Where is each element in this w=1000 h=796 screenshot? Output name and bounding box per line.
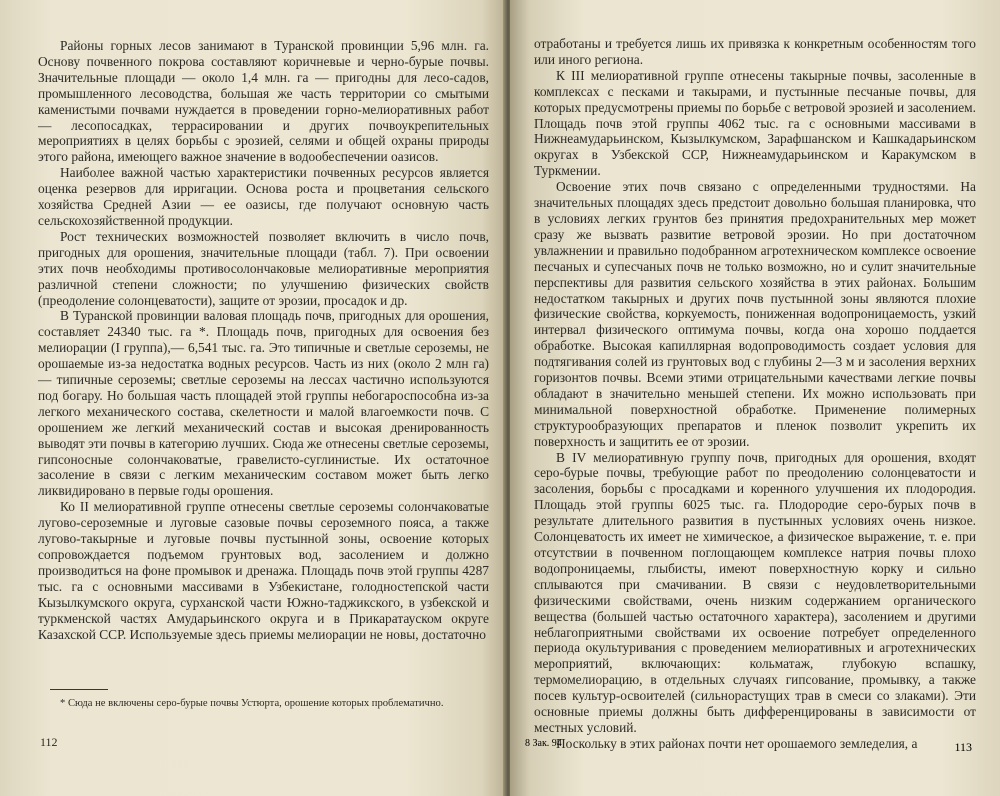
paragraph: К III мелиоративной группе отнесены такырные почвы, засоленные в комплексах с песками и такырами, и пустынные песчаные почвы, для которых предусмотрены приемы по борьбе с ветровой эрозией и засолением. Площадь почв этой группы 4062 тыс. га с основными массивами в Нижнеамударьинском, Кызылкумском, Зарафшанском и Кашкадарьинском округах в Узбекской ССР, Нижнеамударьинском и Каракумском в Туркмении. — [534, 67, 976, 179]
right-page — [510, 0, 1000, 796]
paragraph: Наиболее важной частью характеристики почвенных ресурсов является оценка резервов для ирригации. Основа роста и процветания сельского хозяйства Средней Азии — ее оазисы, где получают основную часть сельскохозяйственной продукции. — [38, 165, 489, 228]
left-page-text — [38, 38, 489, 642]
footnote-divider — [50, 689, 108, 690]
footnote: * Сюда не включены серо-бурые почвы Устюрта, орошение которых проблематично. — [60, 698, 444, 709]
printer-signature: 8 Зак. 94 — [525, 738, 562, 749]
right-page-text — [534, 36, 976, 752]
page-number-left: 112 — [40, 735, 58, 749]
paragraph: В Туранской провинции валовая площадь почв, пригодных для орошения, составляет 24340 тыс. га *. Площадь почв, пригодных для освоения без мелиорации (I группа),— 6,541 тыс. га. Это типичные и светлые сероземы, не орошаемые из-за недостатка водных ресурсов. Часть из них (около 2 млн га) — типичные сероземы; светлые сероземы на лессах частично используются под богару. Но большая часть площадей этой группы небогароспособна из-за легкого механического состава, скелетности и малой влагоемкости почв. С орошением же легкий механический состав и высокая дренированность выводят эти почвы в категорию лучших. Сюда же отнесены светлые сероземы, гипсоносные солончаковатые, гравелисто-суглинистые. Их остаточное засоление в связи с легким механическим составом может быть легко ликвидировано в первые годы орошения. — [38, 308, 489, 499]
paragraph: Поскольку в этих районах почти нет орошаемого земледелия, а — [556, 735, 918, 751]
paragraph: отработаны и требуется лишь их привязка к конкретным особенностям того или иного региона. — [534, 36, 976, 67]
paragraph: В IV мелиоративную группу почв, пригодных для орошения, входят серо-бурые почвы, требующие работ по преодолению солонцеватости и засоления, борьбы с просадками и коренного улучшения их плодородия. Площадь этой группы 6025 тыс. га. Плодородие серо-бурых почв в результате длительного развития в пустынных условиях очень низкое. Солонцеватость их имеет не химическое, а физическое выражение, т. е. при отсутствии в почвенном поглощающем комплексе натрия почвы плохо водопроницаемы, глыбисты, имеют поверхностную корку и сильно сплываются при смачивании. В связи с неудовлетворительными физическими свойствами, очень низким содержанием органического вещества (большей частью остаточного характера), засолением и другими неблагоприятными свойствами их освоение потребует определенного периода окультуривания с проведением мелиоративных и агротехнических мероприятий, включающих: кольматаж, глубокую вспашку, термомелиорацию, в отдельных случаях гипсование, промывку, а также посев культур-освоителей (сильнорастущих трав в смеси со злаками). Эти основные приемы должны быть дифференцированы в зависимости от местных условий. — [534, 449, 976, 735]
page-number-right: 113 — [954, 740, 972, 754]
paragraph: Освоение этих почв связано с определенными трудностями. На значительных площадях здесь предстоит довольно большая планировка, что в условиях легких грунтов без принятия предохранительных мер может сразу же вызвать развитие ветровой эрозии. Но при достаточном увлажнении и правильно подобранном агротехническом комплексе освоение песчаных и супесчаных почв не только возможно, но и сулит значительные перспективы для развития сельского хозяйства в этих районах. Большим недостатком такырных и других почв пустынной зоны являются плохие физические свойства, коркуемость, пониженная водопроницаемость, узкий интервал физического оптимума почвы, когда она хорошо поддается обработке. Высокая капиллярная водопроводимость создает условия для подтягивания солей из грунтовых вод с глубины 2—3 м и засоления верхних горизонтов почвы. Всеми этими отрицательными качествами легкие почвы обладают в значительно меньшей степени. Их можно использовать при минимальной поверхностной обработке. Применение полимерных структурообразующих препаратов и пленок позволит укрепить их поверхность и защитить ее от эрозии. — [534, 179, 976, 449]
paragraph: Районы горных лесов занимают в Туранской провинции 5,96 млн. га. Основу почвенного покрова составляют коричневые и черно-бурые почвы. Значительные площади — около 1,4 млн. га — пригодны для лесо-садов, промышленного лесоводства, большая же часть территории со смытыми каменистыми почвами нуждается в проведении горно-мелиоративных работ — лесопосадках, террасировании и других почвоукрепительных мероприятиях в целях борьбы с эрозией, селями и общей охраны природы этого района, имеющего важное значение в водообеспечении оазисов. — [38, 38, 489, 165]
paragraph: Ко II мелиоративной группе отнесены светлые сероземы солончаковатые лугово-сероземные и луговые сазовые почвы сероземного пояса, а также лугово-такырные и луговые почвы пустынной зоны, освоение которых сопровождается подъемом грунтовых вод, засолением и должно производиться на фоне промывок и дренажа. Площадь почв этой группы 4287 тыс. га с основными массивами в Узбекистане, голодностепской части Кызылкумского округа, сурханской части Южно-таджикского, в узбекской и туркменской частях Амударьинского округа и в Прикаратауском округе Казахской ССР. Используемые здесь приемы мелиорации не новы, достаточно — [38, 499, 489, 642]
paragraph: Рост технических возможностей позволяет включить в число почв, пригодных для орошения, значительные площади (табл. 7). При освоении этих почв необходимы противосолончаковые мелиоративные мероприятия различной степени сложности; по улучшению физических свойств (преодоление солонцеватости), защите от эрозии, просадок и др. — [38, 228, 489, 308]
